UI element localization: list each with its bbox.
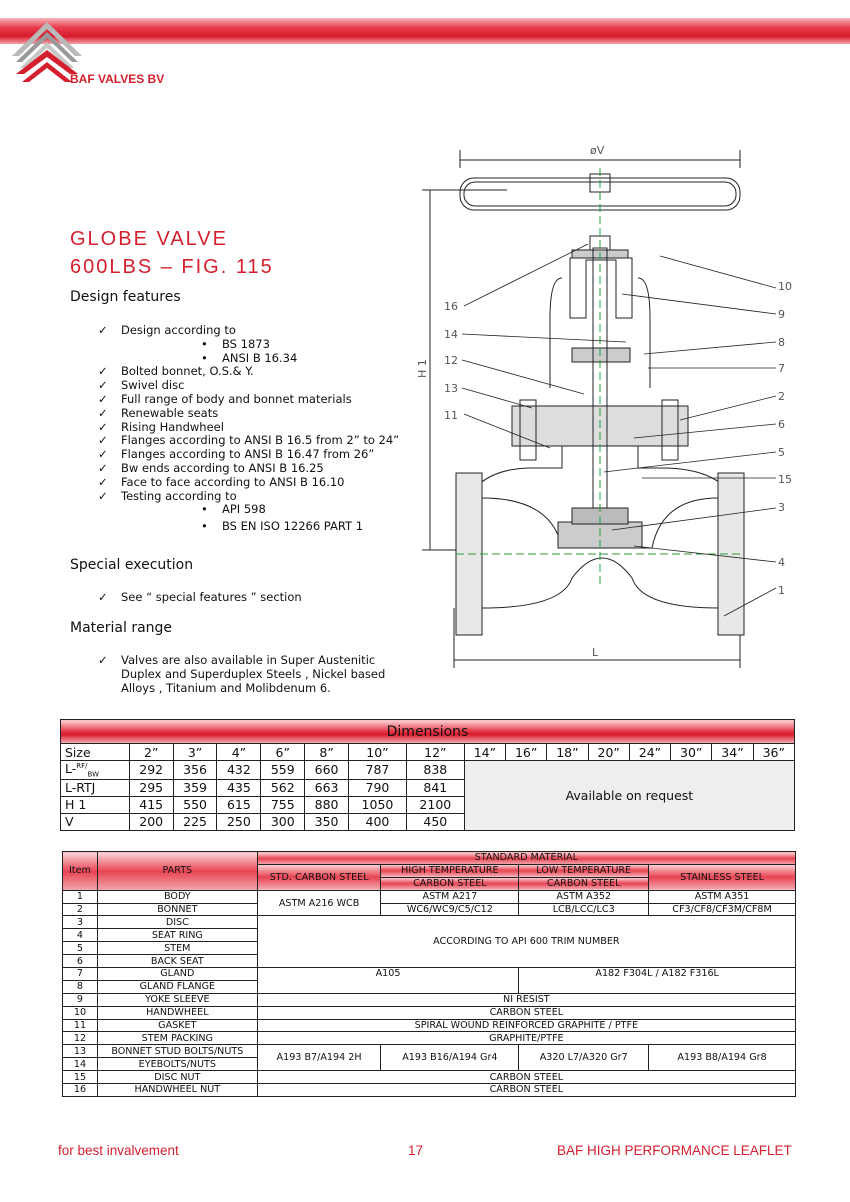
item-no: 3 [63, 916, 98, 929]
dim-value: 790 [349, 779, 407, 796]
callout: 10 [778, 280, 792, 293]
handwheel-nut-material: CARBON STEEL [257, 1084, 795, 1097]
dim-value: 550 [173, 796, 217, 813]
item-no: 16 [63, 1084, 98, 1097]
check-icon: ✓ [98, 460, 108, 475]
feature-text: Renewable seats [121, 405, 219, 420]
dim-value: 300 [261, 813, 305, 830]
feature-sub-item [70, 338, 399, 352]
feature-item [70, 407, 399, 421]
dim-value: 663 [305, 779, 349, 796]
feature-item [70, 462, 399, 476]
part-name: DISC NUT [97, 1071, 257, 1084]
item-no: 2 [63, 903, 98, 916]
header-band [0, 18, 850, 44]
dim-row-label: H 1 [61, 796, 130, 813]
feature-sub-text: BS EN ISO 12266 PART 1 [222, 519, 364, 534]
size-header: 3” [173, 744, 217, 761]
callout: 11 [444, 409, 458, 422]
callout: 9 [778, 308, 785, 321]
part-name: HANDWHEEL NUT [97, 1084, 257, 1097]
page-number: 17 [408, 1143, 424, 1158]
dim-value: 838 [406, 761, 464, 780]
part-name: BACK SEAT [97, 955, 257, 968]
handwheel-material: CARBON STEEL [257, 1006, 795, 1019]
size-header: 2” [129, 744, 173, 761]
dim-h1-label: H 1 [416, 359, 429, 378]
item-no: 5 [63, 942, 98, 955]
size-header: 34” [712, 744, 753, 761]
size-header: 14” [464, 744, 505, 761]
callout: 12 [444, 354, 458, 367]
body-carbon: ASTM A216 WCB [257, 890, 381, 916]
special-text: See “ special features ” section [121, 590, 302, 604]
material-line: Duplex and Superduplex Steels , Nickel based [121, 666, 386, 681]
dim-value: 562 [261, 779, 305, 796]
parts-header: PARTS [97, 852, 257, 891]
item-no: 9 [63, 993, 98, 1006]
callout: 13 [444, 382, 458, 395]
dim-value: 1050 [349, 796, 407, 813]
col-low-header: LOW TEMPERATURE [519, 864, 649, 877]
check-icon: ✓ [98, 653, 108, 667]
size-header: 4” [217, 744, 261, 761]
size-header: 18” [547, 744, 588, 761]
bullet-icon: • [201, 519, 208, 534]
item-no: 15 [63, 1071, 98, 1084]
callout: 7 [778, 362, 785, 375]
footer-title: BAF HIGH PERFORMANCE LEAFLET [557, 1143, 792, 1158]
available-on-request: Available on request [464, 761, 794, 831]
part-name: BODY [97, 890, 257, 903]
part-name: BONNET [97, 903, 257, 916]
bullet-icon: • [201, 350, 208, 365]
dimensions-title: Dimensions [61, 720, 795, 744]
size-header: 36” [753, 744, 794, 761]
item-no: 10 [63, 1006, 98, 1019]
callout: 3 [778, 501, 785, 514]
callout: 2 [778, 390, 785, 403]
dim-value: 356 [173, 761, 217, 780]
globe-valve-drawing [412, 138, 792, 668]
part-name: STEM PACKING [97, 1032, 257, 1045]
feature-sub-text: ANSI B 16.34 [222, 350, 298, 365]
item-no: 11 [63, 1019, 98, 1032]
dim-v-label: øV [590, 144, 605, 157]
size-header: 30” [671, 744, 712, 761]
col-high-header: HIGH TEMPERATURE [381, 864, 519, 877]
special-list [70, 591, 302, 605]
feature-text: Face to face according to ANSI B 16.10 [121, 474, 345, 489]
part-name: YOKE SLEEVE [97, 993, 257, 1006]
feature-text: Flanges according to ANSI B 16.47 from 26” [121, 447, 375, 462]
feature-item [70, 324, 399, 338]
dim-value: 225 [173, 813, 217, 830]
body-high-2: WC6/WC9/C5/C12 [381, 903, 519, 916]
bullet-icon: • [201, 502, 208, 517]
trim-material: ACCORDING TO API 600 TRIM NUMBER [257, 916, 795, 968]
check-icon: ✓ [98, 590, 108, 604]
part-name: GLAND FLANGE [97, 980, 257, 993]
dim-value: 841 [406, 779, 464, 796]
product-title: GLOBE VALVE [70, 228, 228, 250]
callout: 14 [444, 328, 458, 341]
check-icon: ✓ [98, 488, 108, 503]
feature-item [70, 434, 399, 448]
dim-value: 787 [349, 761, 407, 780]
dim-value: 755 [261, 796, 305, 813]
body-ss-2: CF3/CF8/CF3M/CF8M [649, 903, 796, 916]
dim-value: 295 [129, 779, 173, 796]
part-name: HANDWHEEL [97, 1006, 257, 1019]
dim-l-label: L [592, 646, 599, 659]
size-header: 16” [506, 744, 547, 761]
check-icon: ✓ [98, 405, 108, 420]
material-line: Alloys , Titanium and Molibdenum 6. [121, 680, 331, 695]
gland-stainless: A182 F304L / A182 F316L [519, 968, 796, 994]
callout: 8 [778, 336, 785, 349]
callout: 16 [444, 300, 458, 313]
brand-name: BAF VALVES BV [70, 72, 165, 86]
dim-value: 350 [305, 813, 349, 830]
dim-value: 400 [349, 813, 407, 830]
product-subtitle: 600LBS – FIG. 115 [70, 256, 274, 278]
check-icon: ✓ [98, 419, 108, 434]
col-high-header-2: CARBON STEEL [381, 877, 519, 890]
item-no: 6 [63, 955, 98, 968]
design-heading: Design features [70, 289, 181, 305]
design-features-list [70, 324, 399, 537]
dimensions-table [60, 719, 795, 831]
feature-item [70, 393, 399, 407]
part-name: GLAND [97, 968, 257, 981]
dim-value: 880 [305, 796, 349, 813]
body-ss: ASTM A351 [649, 890, 796, 903]
body-high: ASTM A217 [381, 890, 519, 903]
check-icon: ✓ [98, 323, 108, 337]
dim-value: 559 [261, 761, 305, 780]
item-no: 8 [63, 980, 98, 993]
dim-value: 615 [217, 796, 261, 813]
item-no: 4 [63, 929, 98, 942]
feature-text: Design according to [121, 323, 236, 337]
packing-material: GRAPHITE/PTFE [257, 1032, 795, 1045]
feature-text: Rising Handwheel [121, 419, 224, 434]
body-low: ASTM A352 [519, 890, 649, 903]
col-ss-header: STAINLESS STEEL [649, 864, 796, 890]
materials-table [62, 851, 796, 1097]
feature-sub-item [70, 503, 399, 520]
feature-text: Full range of body and bonnet materials [121, 391, 352, 406]
dim-value: 200 [129, 813, 173, 830]
feature-text: Bw ends according to ANSI B 16.25 [121, 460, 324, 475]
dim-value: 432 [217, 761, 261, 780]
yoke-material: NI RESIST [257, 993, 795, 1006]
feature-text: Swivel disc [121, 378, 185, 393]
item-no: 12 [63, 1032, 98, 1045]
callout: 6 [778, 418, 785, 431]
part-name: GASKET [97, 1019, 257, 1032]
feature-item [70, 379, 399, 393]
callout: 15 [778, 473, 792, 486]
feature-item [70, 421, 399, 435]
check-icon: ✓ [98, 364, 108, 379]
col-low-header-2: CARBON STEEL [519, 877, 649, 890]
check-icon: ✓ [98, 391, 108, 406]
bolts-carbon: A193 B7/A194 2H [257, 1045, 381, 1071]
part-name: EYEBOLTS/NUTS [97, 1058, 257, 1071]
part-name: STEM [97, 942, 257, 955]
check-icon: ✓ [98, 474, 108, 489]
bolts-ss: A193 B8/A194 Gr8 [649, 1045, 796, 1071]
dim-value: 435 [217, 779, 261, 796]
callout: 4 [778, 556, 785, 569]
item-header: Item [63, 852, 98, 891]
dim-value: 292 [129, 761, 173, 780]
part-name: DISC [97, 916, 257, 929]
size-header: 10” [349, 744, 407, 761]
check-icon: ✓ [98, 433, 108, 448]
feature-text: Flanges according to ANSI B 16.5 from 2” to 24” [121, 433, 400, 448]
size-header: 6” [261, 744, 305, 761]
size-header: 12” [406, 744, 464, 761]
disc-nut-material: CARBON STEEL [257, 1071, 795, 1084]
feature-sub-item [70, 352, 399, 366]
feature-text: Bolted bonnet, O.S.& Y. [121, 364, 254, 379]
feature-item [70, 476, 399, 490]
size-header: 8” [305, 744, 349, 761]
bolts-high: A193 B16/A194 Gr4 [381, 1045, 519, 1071]
size-label: Size [61, 744, 130, 761]
std-material-header: STANDARD MATERIAL [257, 852, 795, 865]
check-icon: ✓ [98, 447, 108, 462]
special-heading: Special execution [70, 557, 194, 573]
callout: 5 [778, 446, 785, 459]
feature-item [70, 448, 399, 462]
callout: 1 [778, 584, 785, 597]
item-no: 14 [63, 1058, 98, 1071]
dim-value: 415 [129, 796, 173, 813]
size-header: 20” [588, 744, 629, 761]
dim-value: 359 [173, 779, 217, 796]
size-header: 24” [629, 744, 670, 761]
feature-sub-text: API 598 [222, 502, 266, 517]
item-no: 1 [63, 890, 98, 903]
body-low-2: LCB/LCC/LC3 [519, 903, 649, 916]
bullet-icon: • [201, 336, 208, 351]
dim-row-label: L-RTJ [61, 779, 130, 796]
feature-item [70, 490, 399, 504]
col-carbon-header: STD. CARBON STEEL [257, 864, 381, 890]
footer-slogan: for best invalvement [58, 1143, 179, 1158]
bolts-low: A320 L7/A320 Gr7 [519, 1045, 649, 1071]
dim-value: 660 [305, 761, 349, 780]
dim-value: 450 [406, 813, 464, 830]
item-no: 13 [63, 1045, 98, 1058]
dim-row-label: V [61, 813, 130, 830]
material-range-list [70, 654, 385, 695]
feature-sub-item [70, 520, 399, 537]
dim-row-label: L-$^{RF/}_{BW}$ [61, 761, 130, 780]
item-no: 7 [63, 968, 98, 981]
gasket-material: SPIRAL WOUND REINFORCED GRAPHITE / PTFE [257, 1019, 795, 1032]
material-range-heading: Material range [70, 620, 173, 636]
feature-sub-text: BS 1873 [222, 336, 270, 351]
part-name: BONNET STUD BOLTS/NUTS [97, 1045, 257, 1058]
feature-text: Testing according to [121, 488, 237, 503]
dim-value: 2100 [406, 796, 464, 813]
part-name: SEAT RING [97, 929, 257, 942]
material-line: Valves are also available in Super Austenitic [121, 653, 376, 667]
dim-value: 250 [217, 813, 261, 830]
gland-carbon: A105 [257, 968, 519, 994]
check-icon: ✓ [98, 378, 108, 393]
feature-item [70, 365, 399, 379]
